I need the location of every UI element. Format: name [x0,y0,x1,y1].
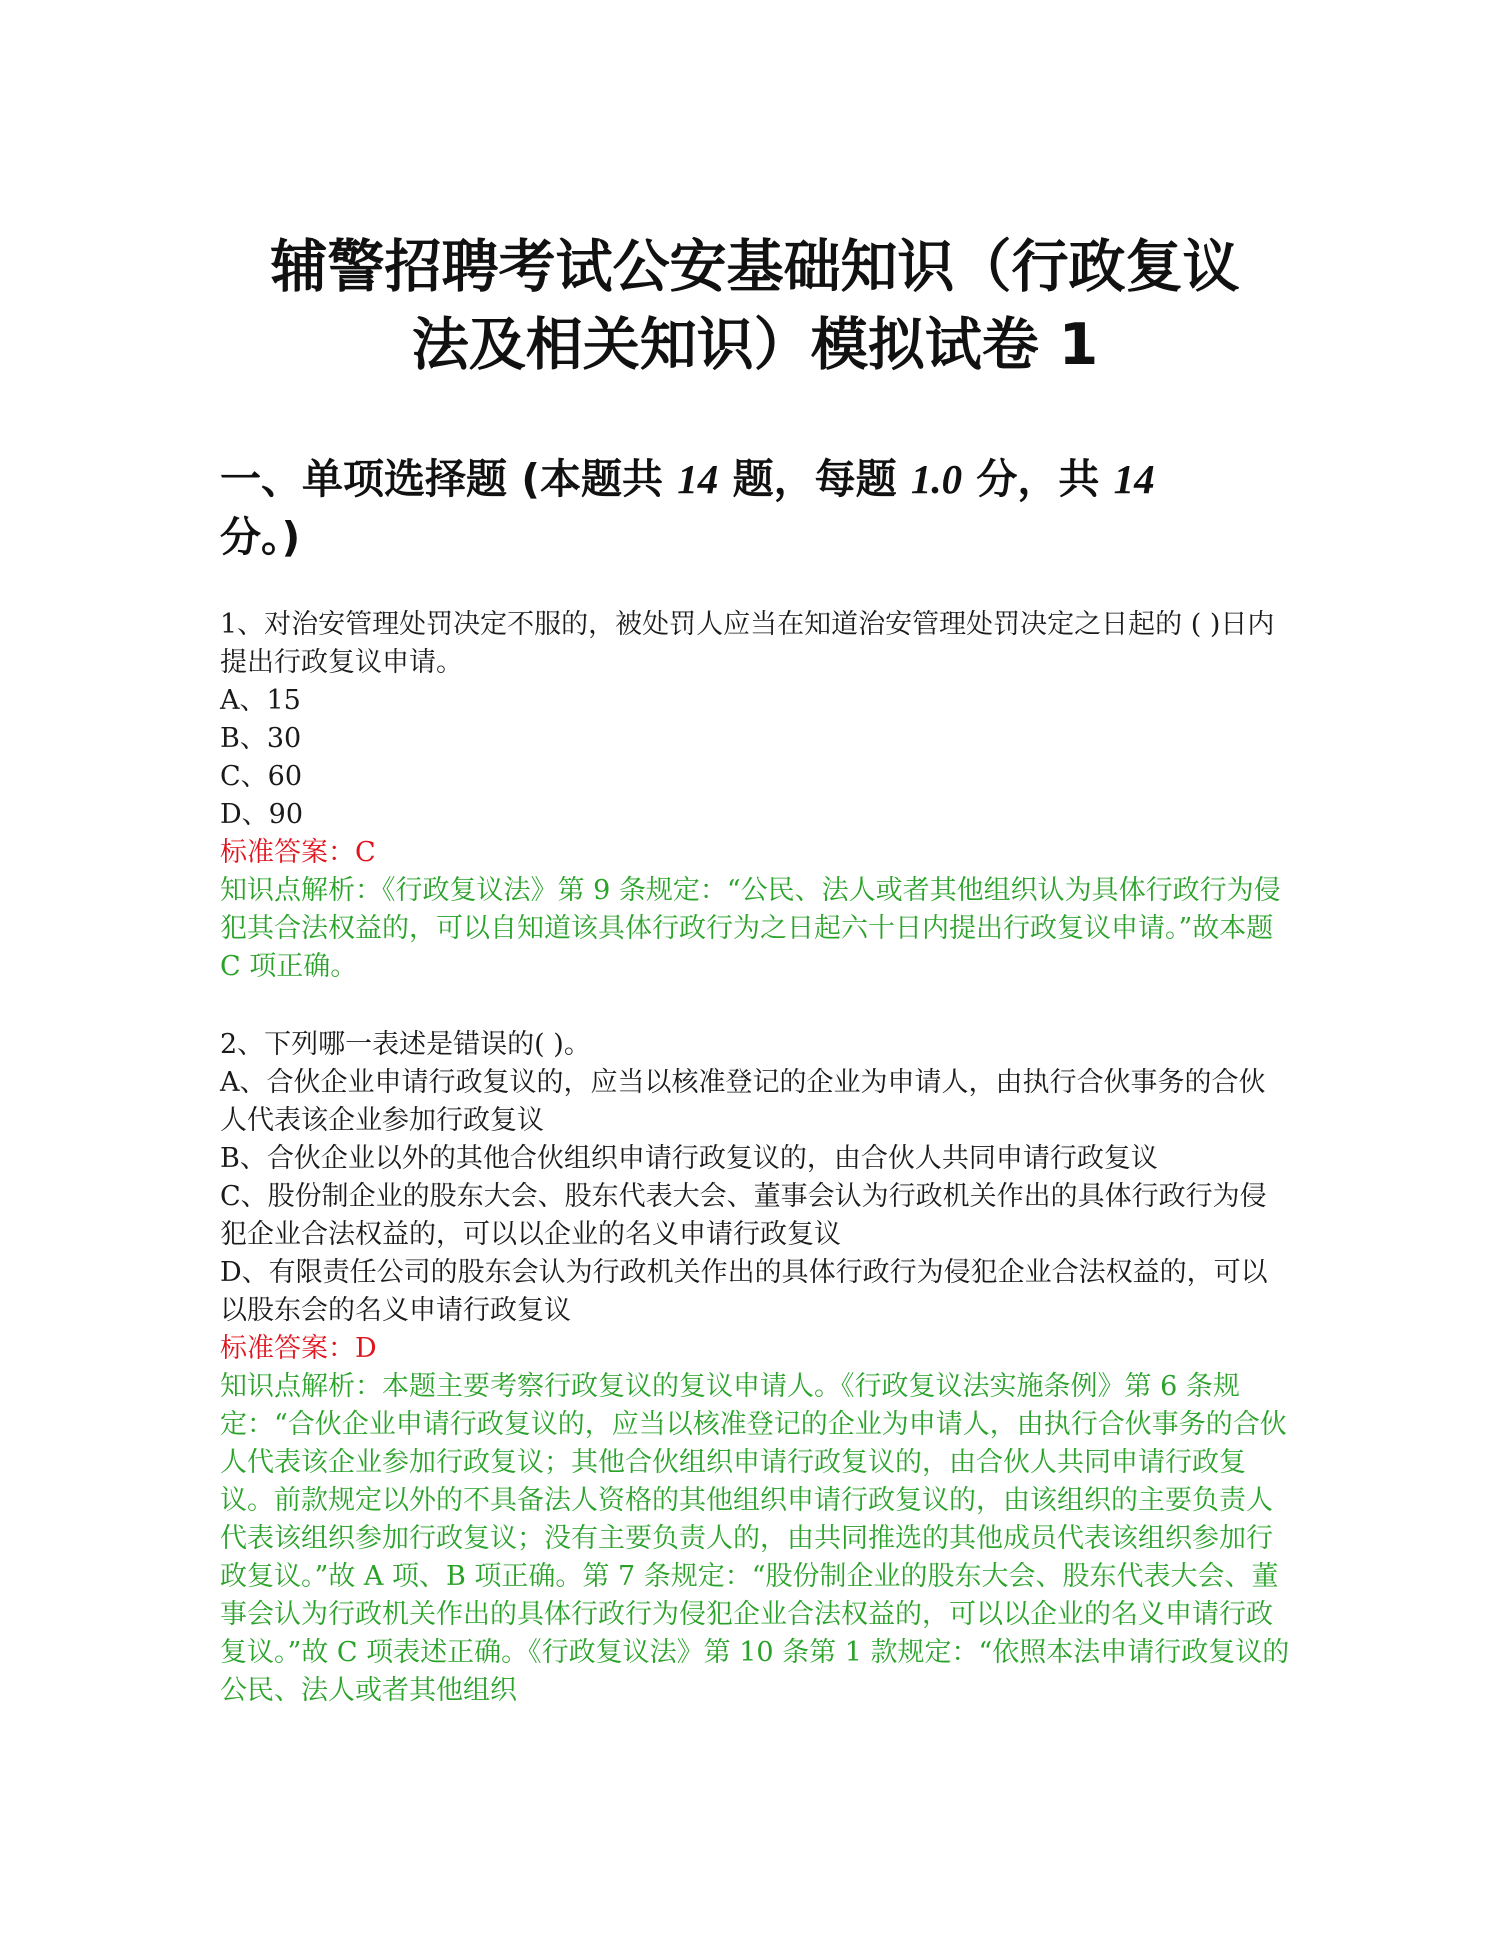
option-d: D、有限责任公司的股东会认为行政机关作出的具体行政行为侵犯企业合法权益的，可以以股东会的名义申请行政复议 [220,1257,1268,1326]
score-per-question: 1.0 [910,456,963,502]
title-line-2: 法及相关知识）模拟试卷 1 [411,312,1099,378]
option-c: C、60 [220,761,303,792]
option-a: A、15 [220,685,301,716]
option-c: C、股份制企业的股东大会、股东代表大会、董事会认为行政机关作出的具体行政行为侵犯企业合法权益的，可以以企业的名义申请行政复议 [220,1181,1267,1250]
section-heading-text: 一、单项选择题 (本题共 [220,455,678,503]
section-heading [220,450,1290,566]
question-stem: 2、下列哪一表述是错误的( )。 [220,1029,591,1060]
option-b: B、30 [220,723,302,754]
option-d: D、90 [220,799,304,830]
standard-answer: 标准答案：D [220,1333,377,1364]
question-count: 14 [677,456,719,502]
section-heading-text: 分，共 [962,455,1114,503]
section-heading-text: 分。) [220,513,301,561]
question-1 [220,606,1290,986]
document-page [220,228,1290,1710]
section-heading-text: 题，每题 [718,455,911,503]
answer-analysis: 知识点解析：《行政复议法》第 9 条规定：“公民、法人或者其他组织认为具体行政行为侵犯其合法权益的，可以自知道该具体行政行为之日起六十日内提出行政复议申请。”故本题 C 项正确。 [220,875,1281,982]
title-line-1: 辅警招聘考试公安基础知识（行政复议 [270,234,1240,300]
page-title [220,228,1290,384]
option-a: A、合伙企业申请行政复议的，应当以核准登记的企业为申请人，由执行合伙事务的合伙人代表该企业参加行政复议 [220,1067,1266,1136]
option-b: B、合伙企业以外的其他合伙组织申请行政复议的，由合伙人共同申请行政复议 [220,1143,1158,1174]
question-2 [220,1026,1290,1710]
total-score: 14 [1113,456,1155,502]
standard-answer: 标准答案：C [220,837,376,868]
answer-analysis: 知识点解析：本题主要考察行政复议的复议申请人。《行政复议法实施条例》第 6 条规定：“合伙企业申请行政复议的，应当以核准登记的企业为申请人，由执行合伙事务的合伙人代表该企业参加行政复议；其他合伙组织申请行政复议的，由合伙人共同申请行政复议。前款规定以外的不具备法人资格的其他组织申请行政复议的，由该组织的主要负责人代表该组织参加行政复议；没有主要负责人的，由共同推选的其他成员代表该组织参加行政复议。”故 A 项、B 项正确。第 7 条规定：“股份制企业的股东大会、股东代表大会、董事会认为行政机关作出的具体行政行为侵犯企业合法权益的，可以以企业的名义申请行政复议。”故 C 项表述正确。《行政复议法》第 10 条第 1 款规定：“依照本法申请行政复议的公民、法人或者其他组织 [220,1371,1290,1706]
question-stem: 1、对治安管理处罚决定不服的，被处罚人应当在知道治安管理处罚决定之日起的 ( )日内提出行政复议申请。 [220,609,1275,678]
